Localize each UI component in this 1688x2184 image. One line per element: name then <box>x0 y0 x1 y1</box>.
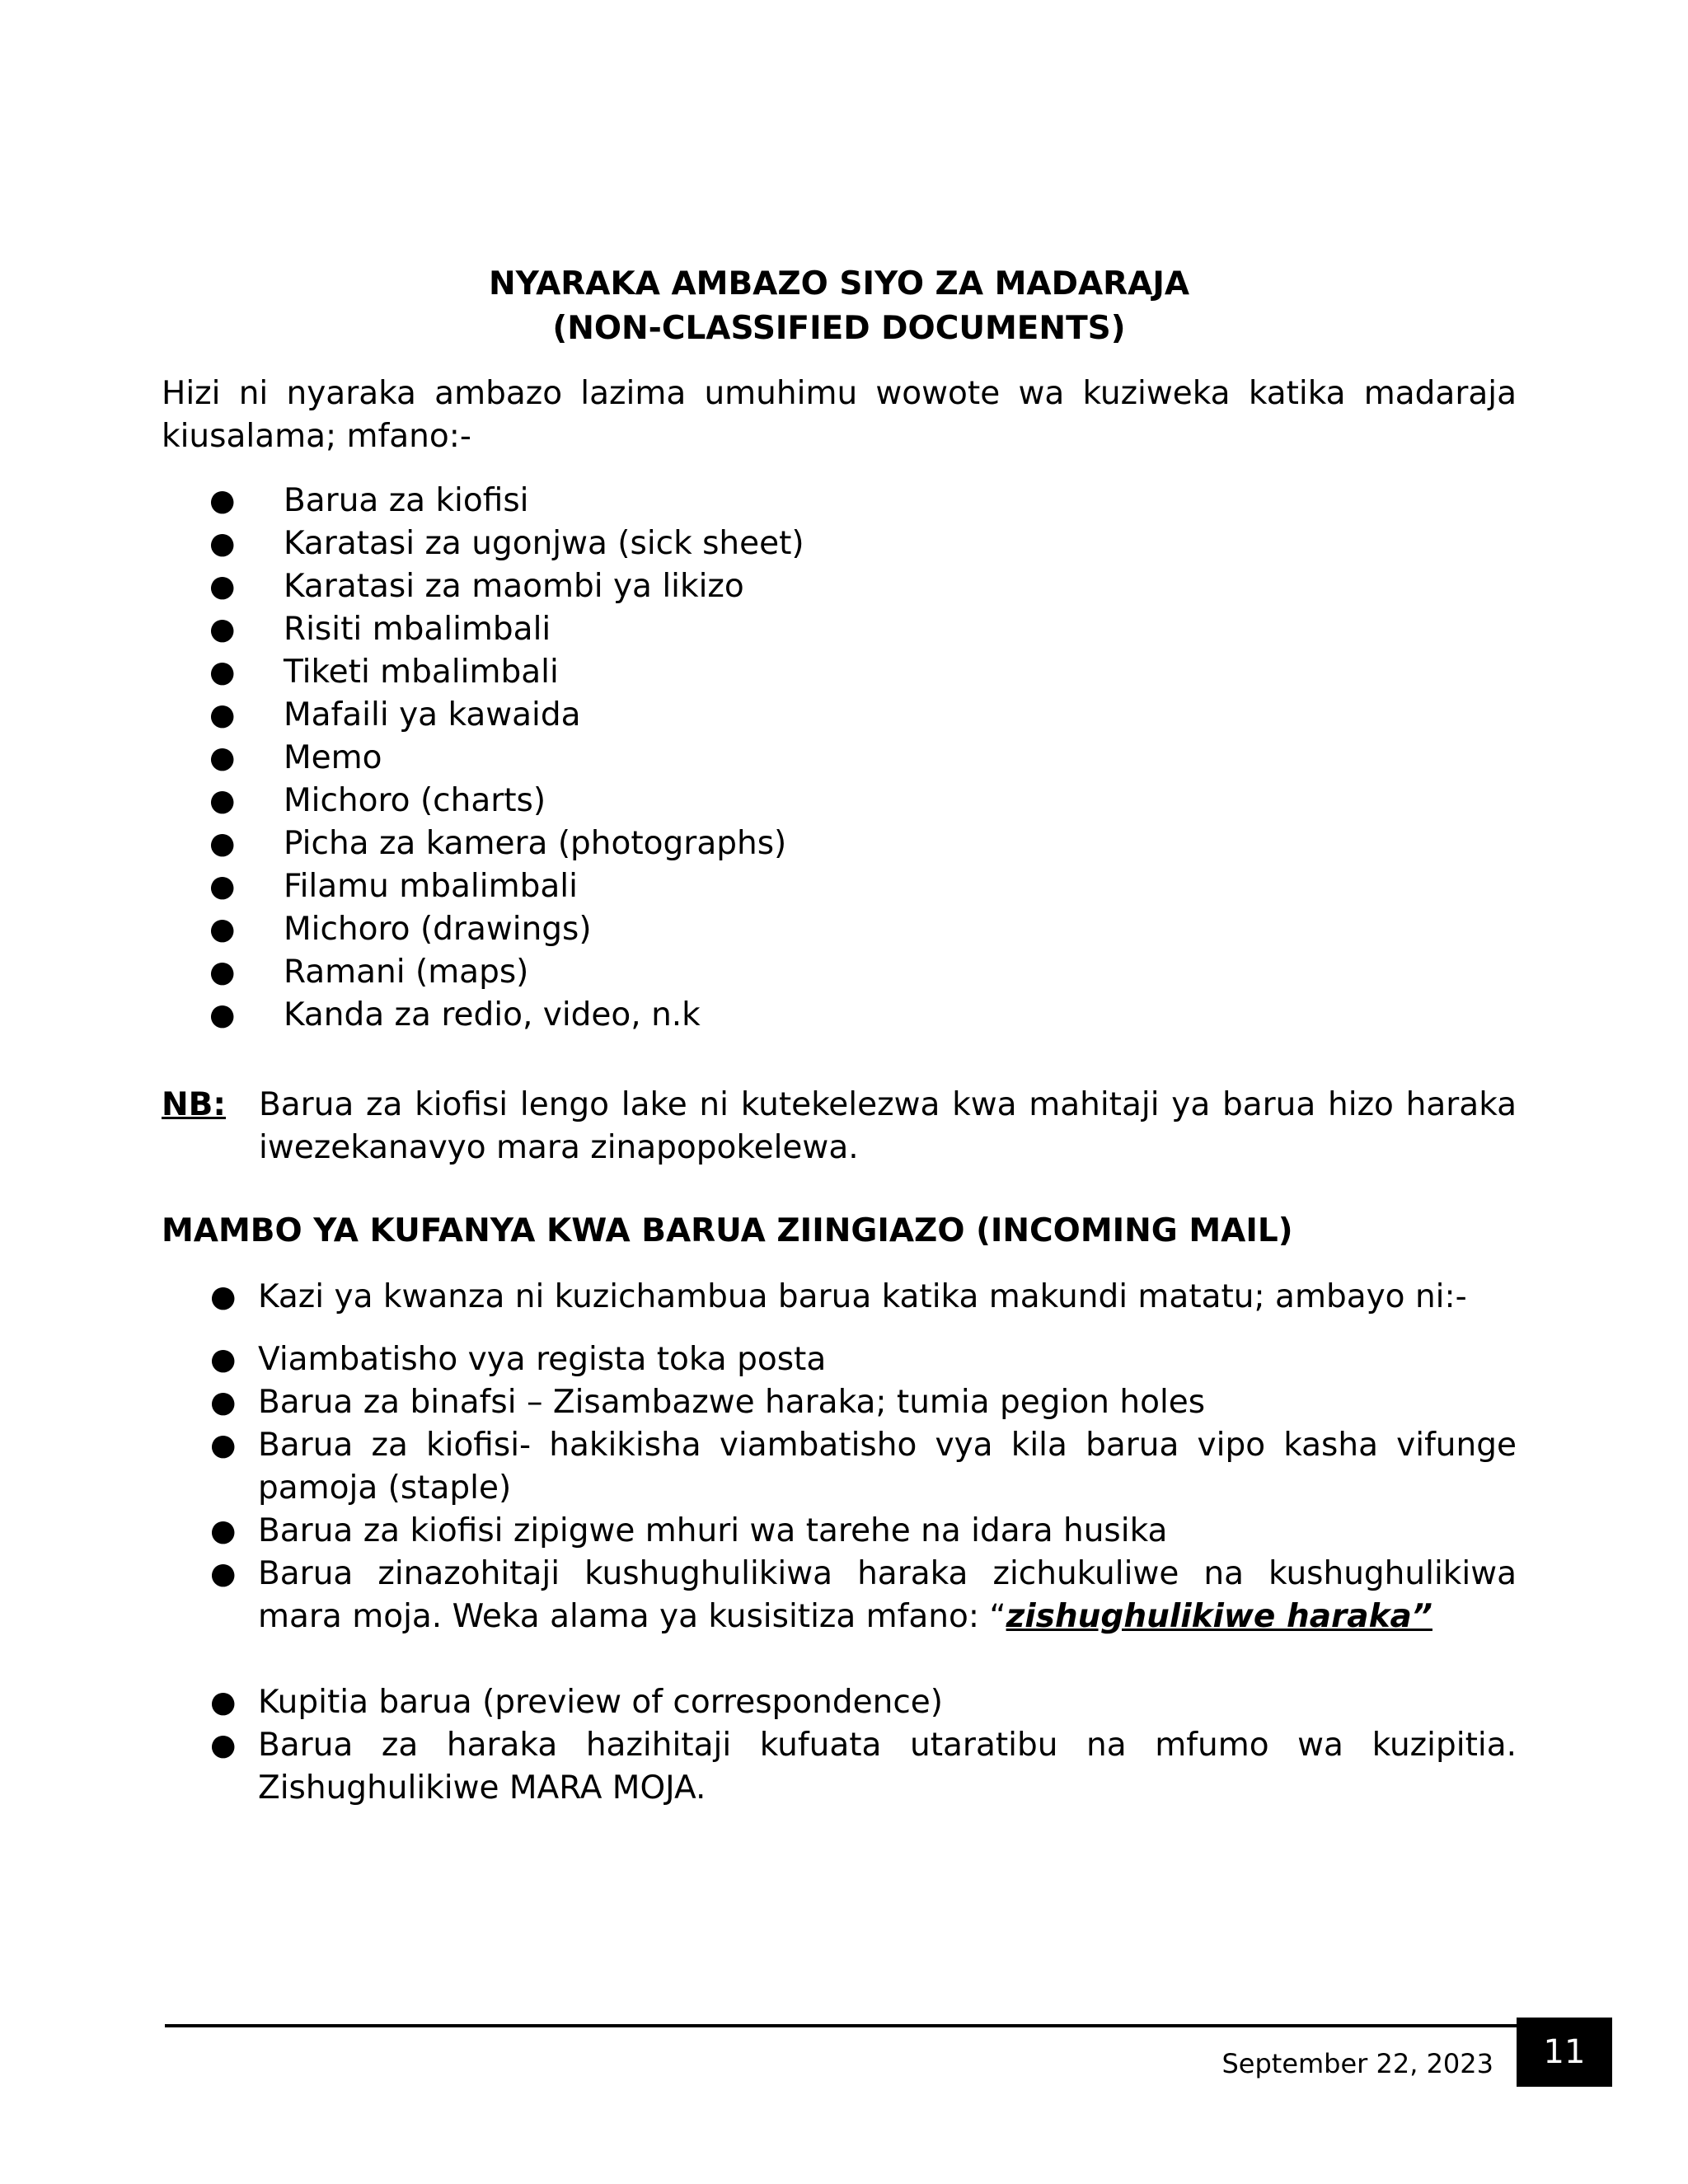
page-number-box <box>1517 2018 1612 2087</box>
bullet-icon: ● <box>209 912 236 946</box>
list-item: ● Tiketi mbalimbali <box>284 651 1437 694</box>
list-item: ● Michoro (charts) <box>284 780 1437 823</box>
title-line-2: (NON-CLASSIFIED DOCUMENTS) <box>552 310 1126 347</box>
list-item: ● Barua za kiofisi- hakikisha viambatisho vya kila barua vipo kasha vifunge pamoja (staple) <box>258 1424 1517 1510</box>
bullet-icon: ● <box>209 741 236 775</box>
bullet-icon: ● <box>210 1685 237 1719</box>
examples-list <box>209 480 1437 1037</box>
bullet-icon: ● <box>209 655 236 689</box>
bullet-icon: ● <box>209 569 236 603</box>
list-item: ● Karatasi za ugonjwa (sick sheet) <box>284 523 1437 565</box>
note-label: NB: <box>162 1086 226 1123</box>
bullet-icon: ● <box>210 1343 237 1376</box>
list-item: ● Risiti mbalimbali <box>284 608 1437 651</box>
footer-date: September 22, 2023 <box>1221 2048 1493 2079</box>
incoming-review-list <box>210 1681 1517 1810</box>
list-item: ● Kanda za redio, video, n.k <box>284 994 1437 1037</box>
bullet-icon: ● <box>209 827 236 860</box>
bullet-icon: ● <box>209 955 236 989</box>
list-item: ● Barua za kiofisi <box>284 480 1437 523</box>
bullet-icon: ● <box>210 1428 237 1462</box>
bullet-icon: ● <box>210 1557 237 1591</box>
list-item: ● Barua za binafsi – Zisambazwe haraka; tumia pegion holes <box>258 1381 1517 1424</box>
title-line-1: NYARAKA AMBAZO SIYO ZA MADARAJA <box>488 265 1190 302</box>
bullet-icon: ● <box>209 784 236 818</box>
emphasis-text: zishughulikiwe haraka” <box>1006 1598 1432 1635</box>
bullet-icon: ● <box>210 1728 237 1762</box>
footer-divider <box>165 2024 1517 2027</box>
bullet-icon: ● <box>209 869 236 903</box>
list-item: ● Karatasi za maombi ya likizo <box>284 565 1437 608</box>
list-item: ● Picha za kamera (photographs) <box>284 823 1437 865</box>
list-item: ● Filamu mbalimbali <box>284 865 1437 908</box>
bullet-icon: ● <box>210 1385 237 1419</box>
list-item: ● Kazi ya kwanza ni kuzichambua barua katika makundi matatu; ambayo ni:- <box>258 1276 1517 1319</box>
incoming-steps-list <box>210 1338 1517 1638</box>
list-item: ● Memo <box>284 737 1437 780</box>
section-heading: MAMBO YA KUFANYA KWA BARUA ZIINGIAZO (INCOMING MAIL) <box>162 1212 1293 1249</box>
bullet-icon: ● <box>209 698 236 732</box>
bullet-icon: ● <box>209 998 236 1032</box>
bullet-icon: ● <box>209 612 236 646</box>
intro-paragraph: Hizi ni nyaraka ambazo lazima umuhimu wowote wa kuziweka katika madaraja kiusalama; mfano:- <box>162 375 1517 455</box>
bullet-icon: ● <box>210 1514 237 1548</box>
page-title <box>162 262 1517 351</box>
page-number: 11 <box>1543 2033 1586 2071</box>
list-item: ● Ramani (maps) <box>284 951 1437 994</box>
list-item: ● Viambatisho vya regista toka posta <box>258 1338 1517 1381</box>
list-item: ● Mafaili ya kawaida <box>284 694 1437 737</box>
incoming-first-list <box>210 1276 1517 1319</box>
list-item: ● Barua za haraka hazihitaji kufuata utaratibu na mfumo wa kuzipitia. Zishughulikiwe MARA MOJA. <box>258 1724 1517 1810</box>
list-item: ● Kupitia barua (preview of correspondence) <box>258 1681 1517 1724</box>
note-text: Barua za kiofisi lengo lake ni kutekelezwa kwa mahitaji ya barua hizo haraka iwezekanavyo mara zinapopokelewa. <box>259 1086 1517 1166</box>
bullet-icon: ● <box>209 484 236 518</box>
bullet-icon: ● <box>210 1280 237 1314</box>
bullet-icon: ● <box>209 527 236 560</box>
list-item: ● Barua za kiofisi zipigwe mhuri wa tarehe na idara husika <box>258 1510 1517 1553</box>
list-item: ● Barua zinazohitaji kushughulikiwa haraka zichukuliwe na kushughulikiwa mara moja. Weka alama ya kusisitiza mfano: “zishughulikiwe haraka” <box>258 1553 1517 1638</box>
list-item: ● Michoro (drawings) <box>284 908 1437 951</box>
